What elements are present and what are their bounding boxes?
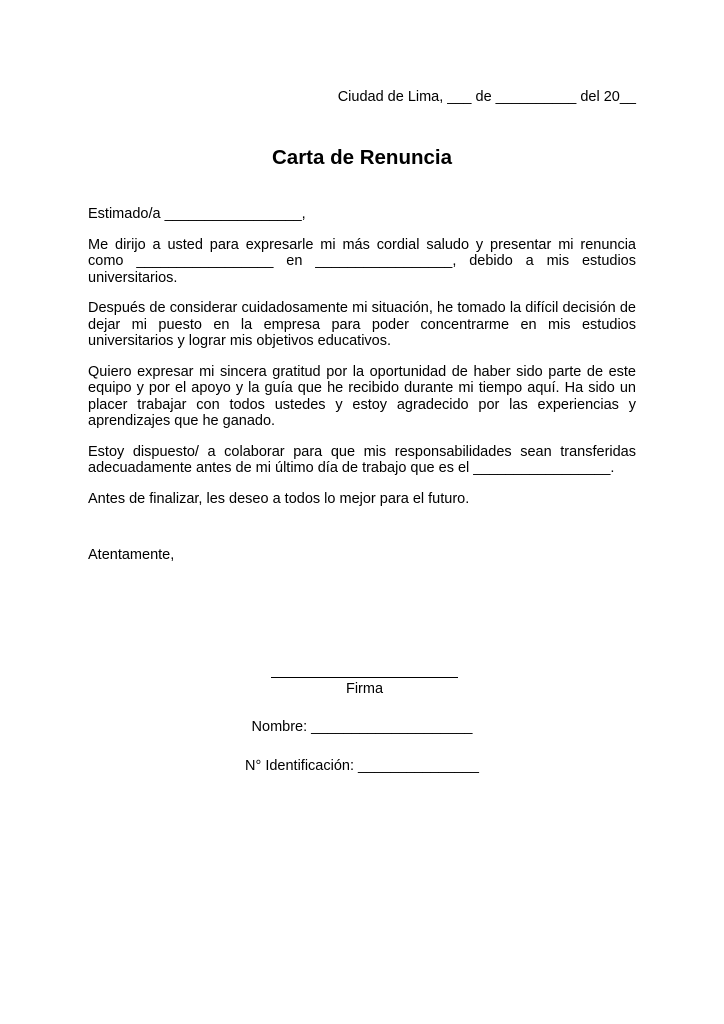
closing: Atentamente,: [88, 547, 175, 563]
signature-line: [271, 677, 458, 678]
paragraph-farewell: Antes de finalizar, les deseo a todos lo mejor para el futuro.: [88, 490, 470, 507]
name-field: Nombre: ____________________: [251, 719, 473, 735]
paragraph-decision: Después de considerar cuidadosamente mi situación, he tomado la difícil decisión de dejar mi puesto en la empresa para poder concentrarme en mis estudios universitarios y lograr mis objetivos educativos.: [88, 300, 636, 349]
date-line: Ciudad de Lima, ___ de __________ del 20__: [337, 89, 636, 105]
letter-body: [88, 206, 636, 578]
id-field: N° Identificación: _______________: [245, 758, 479, 774]
page-title: Carta de Renuncia: [272, 146, 452, 169]
paragraph-resignation: Me dirijo a usted para expresarle mi más cordial saludo y presentar mi renuncia como _________________ en _________________, debido a mis estudios universitarios.: [88, 236, 636, 286]
greeting: Estimado/a _________________,: [88, 206, 306, 222]
paragraph-transition: Estoy dispuesto/ a colaborar para que mis responsabilidades sean transferidas adecuadamente antes de mi último día de trabajo que es el _________________.: [88, 443, 636, 476]
paragraph-gratitude: Quiero expresar mi sincera gratitud por la oportunidad de haber sido parte de este equipo y por el apoyo y la guía que he recibido durante mi tiempo aquí. Ha sido un placer trabajar con todos ustedes y estoy agradecido por las experiencias y aprendizajes que he ganado.: [88, 363, 636, 429]
signature-label: Firma: [345, 681, 384, 697]
